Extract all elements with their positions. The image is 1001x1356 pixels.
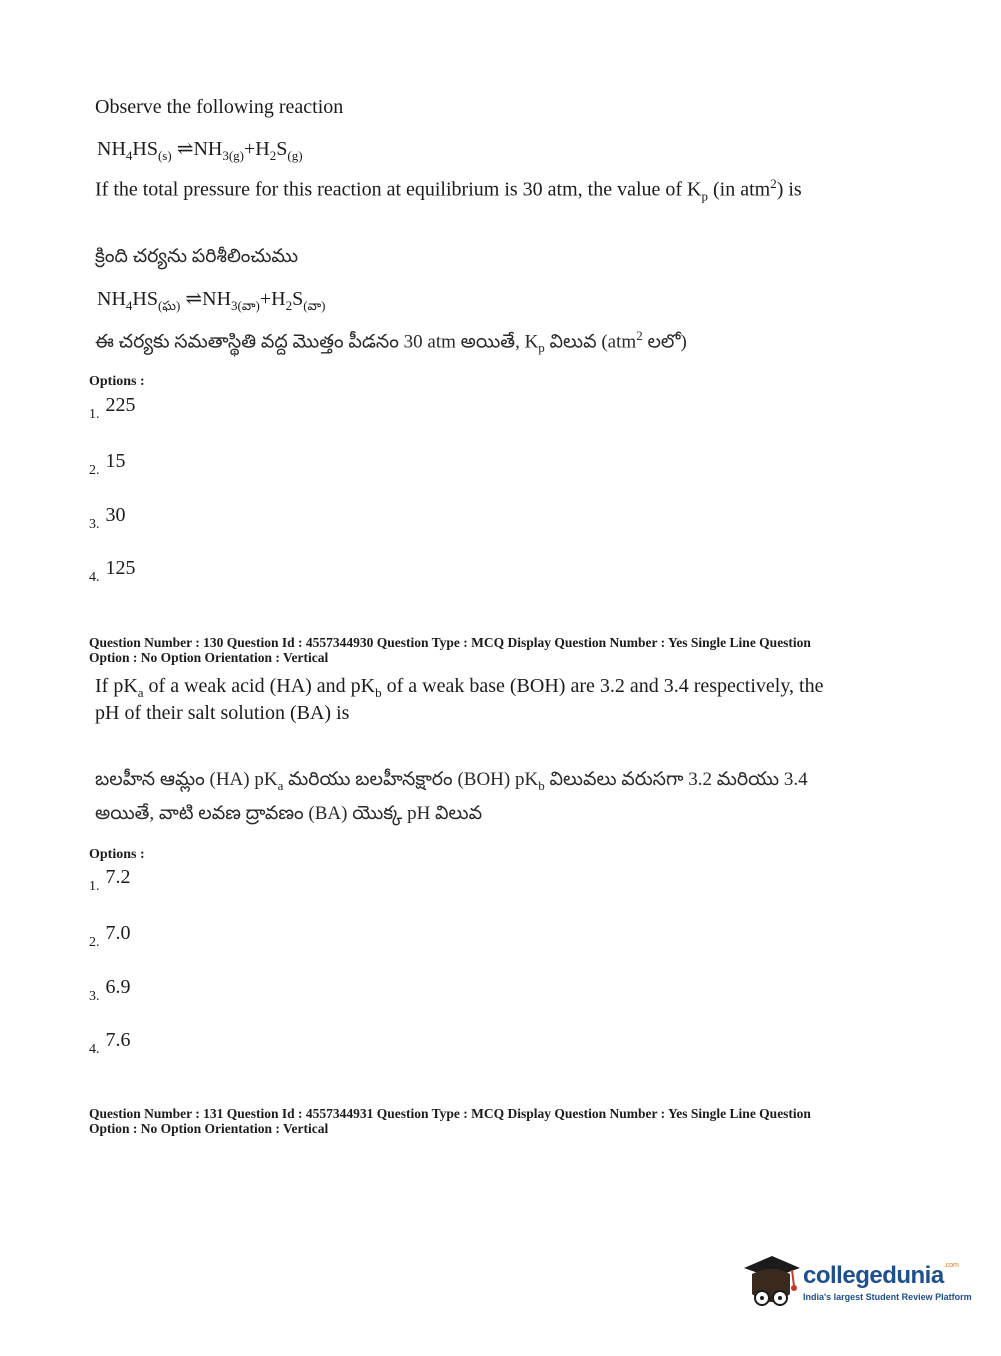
logo-text: [803, 1262, 972, 1302]
q2-option-2[interactable]: 2. 7.0: [89, 922, 131, 950]
q1-question-en: If the total pressure for this reaction at equilibrium is 30 atm, the value of $K_p$ (in atm$^2$) is: [95, 176, 802, 204]
question-130-meta: [89, 635, 889, 665]
q2-option-3[interactable]: 3. 6.9: [89, 976, 131, 1004]
q1-option-4[interactable]: 4. 125: [89, 557, 136, 585]
q2-question-en-line1: If $pK_a$ of a weak acid (HA) and $pK_b$ of a weak base (BOH) are 3.2 and 3.4 respectively, the: [95, 675, 824, 700]
logo-name: collegedunia: [803, 1262, 944, 1289]
logo-tagline: India's largest Student Review Platform: [803, 1292, 972, 1302]
logo-dotcom: .com: [943, 1262, 959, 1269]
q1-prompt-te: క్రింది చర్యను పరిశీలించుము: [95, 246, 299, 267]
meta-line-1: Question Number : 130 Question Id : 4557344930 Question Type : MCQ Display Question Number : Yes Single Line Question: [89, 635, 811, 650]
q1-option-3[interactable]: 3. 30: [89, 504, 126, 532]
meta-line-2: Option : No Option Orientation : Vertical: [89, 1121, 329, 1136]
q1-options-label: Options :: [89, 374, 145, 389]
q1-equation-te: $NH_4HS_{(ఘ)}$ $\rightleftharpoons NH_{3(వా)}+H_2S_{(వా)}$: [97, 288, 326, 313]
mascot-icon: [742, 1250, 802, 1320]
q1-question-te: ఈ చర్యకు సమతాస్థితి వద్ద మొత్తం పీడనం 30 atm అయితే, $K_p$ విలువ (atm$^2$ లలో): [95, 328, 687, 356]
meta-line-2: Option : No Option Orientation : Vertical: [89, 650, 329, 665]
question-131-meta: [89, 1106, 889, 1136]
q1-prompt-en: Observe the following reaction: [95, 96, 344, 118]
q2-options-label: Options :: [89, 847, 145, 862]
meta-line-1: Question Number : 131 Question Id : 4557344931 Question Type : MCQ Display Question Number : Yes Single Line Question: [89, 1106, 811, 1121]
q1-option-2[interactable]: 2. 15: [89, 450, 126, 478]
q1-equation: $NH_4HS_{(s)}$ $\rightleftharpoons NH_{3(g)}+H_2S_{(g)}$: [97, 138, 303, 163]
q2-question-te-line1: బలహీన ఆమ్లం (HA) $pK_a$ మరియు బలహీనక్షారం (BOH) $pK_b$ విలువలు వరుసగా 3.2 మరియు 3.4: [95, 769, 808, 793]
q1-option-1[interactable]: 1. 225: [89, 394, 136, 422]
q2-option-4[interactable]: 4. 7.6: [89, 1029, 131, 1057]
q2-option-1[interactable]: 1. 7.2: [89, 866, 131, 894]
q2-question-en-line2: pH of their salt solution (BA) is: [95, 702, 350, 724]
q2-question-te-line2: అయితే, వాటి లవణ ద్రావణం (BA) యొక్క pH విలువ: [95, 803, 483, 824]
